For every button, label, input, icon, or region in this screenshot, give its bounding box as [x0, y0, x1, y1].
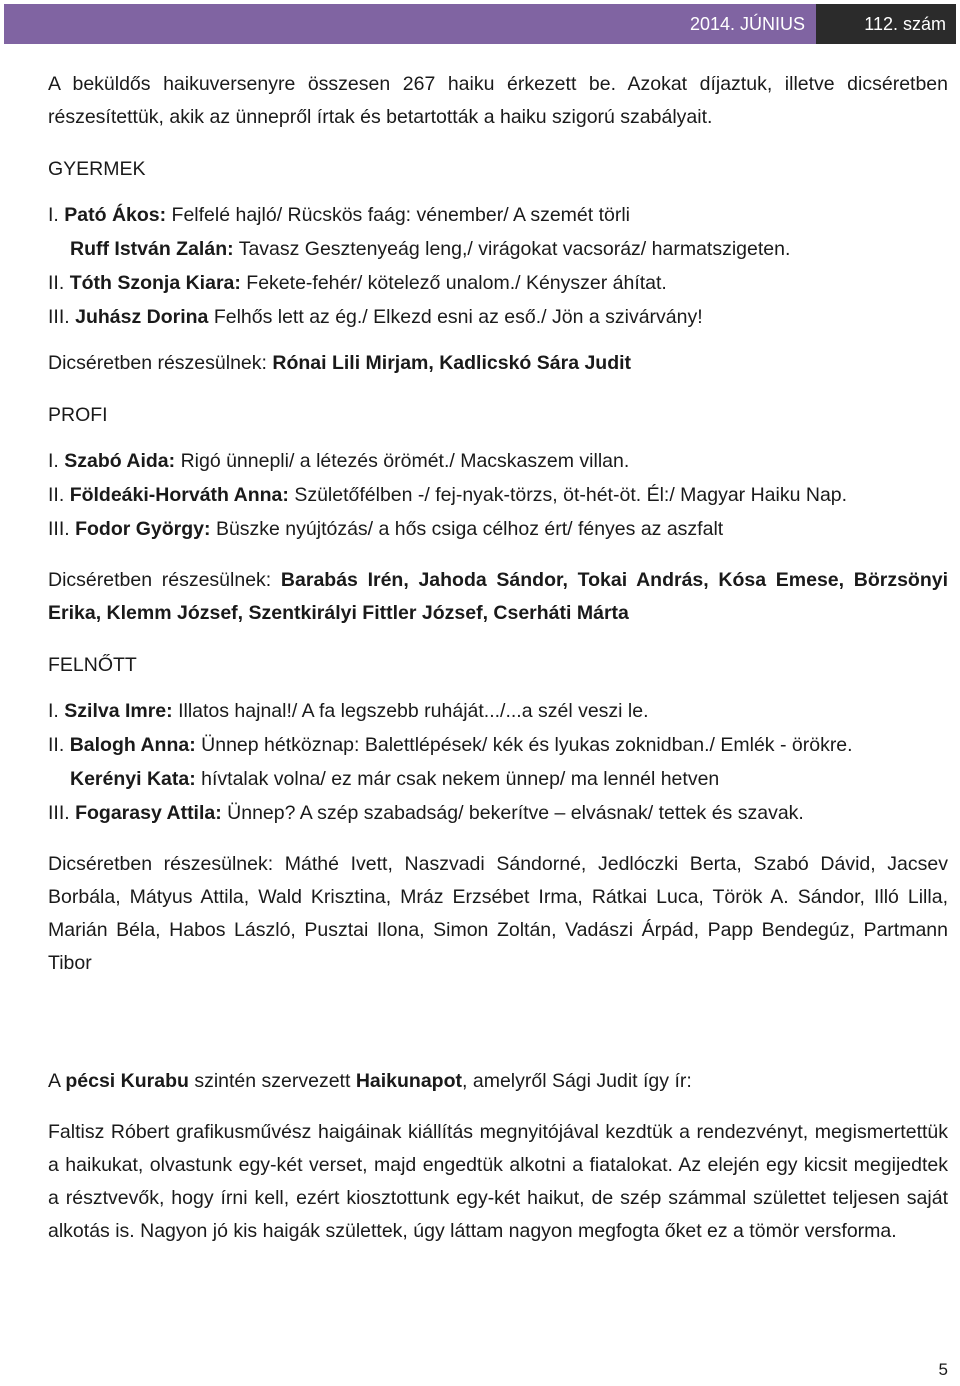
author-name: Juhász Dorina	[75, 306, 209, 328]
author-name: Fodor György:	[75, 518, 211, 540]
intro-paragraph: A beküldős haikuversenyre összesen 267 haiku érkezett be. Azokat díjaztuk, illetve dicséretben részesítettük, akik az ünnepről írtak és betartották a haiku szigorú szabályait.	[48, 73, 948, 128]
praise-names: Rónai Lili Mirjam, Kadlicskó Sára Judit	[272, 352, 632, 374]
closing-paragraph: Faltisz Róbert grafikusművész haigáinak kiállítás megnyitójával kezdtük a rendezvényt, megismertettük a haikukat, olvastunk egy-két verset, majd engedtük alkotni a fiatalokat. Az elején egy kicsit megijedtek a résztvevők, hogy írni kell, ezért kiosztottunk egy-két haikut, de szép számmal születtet teljesen saját alkotás is. Nagyon jó kis haigák születtek, úgy láttam nagyon megfogta őket ez a tömör versforma.	[48, 1121, 948, 1242]
rank: II.	[48, 734, 65, 756]
author-name: Pató Ákos:	[64, 204, 167, 226]
haiku-text: Ünnep hétköznap: Balettlépések/ kék és lyukas zoknidban./ Emlék - örökre.	[201, 734, 853, 756]
haiku-text: Születőfélben -/ fej-nyak-törzs, öt-hét-öt. Él:/ Magyar Haiku Nap.	[294, 484, 848, 506]
gyermek-entry-3	[48, 266, 948, 300]
profi-entry-1	[48, 444, 948, 478]
haiku-text: Fekete-fehér/ kötelező unalom./ Kényszer áhítat.	[246, 272, 667, 294]
gyermek-entry-1	[48, 198, 948, 232]
header-issue: 112. szám	[816, 4, 956, 44]
felnott-entry-3	[48, 762, 948, 796]
haiku-text: Büszke nyújtózás/ a hős csiga célhoz ért/ fényes az aszfalt	[215, 518, 724, 540]
author-name: Szilva Imre:	[64, 700, 173, 722]
heading-felnott: FELNŐTT	[48, 654, 137, 676]
kurabu-mid: szintén szervezett	[194, 1070, 351, 1092]
rank: III.	[48, 306, 70, 328]
author-name: Fogarasy Attila:	[75, 802, 222, 824]
author-name: Tóth Szonja Kiara:	[69, 272, 241, 294]
rank: I.	[48, 450, 59, 472]
felnott-entry-4	[48, 796, 948, 830]
praise-names: Barabás Irén, Jahoda Sándor, Tokai András, Kósa Emese, Börzsönyi Erika, Klemm József, Szentkirályi Fittler József, Cserháti Márta	[48, 569, 949, 624]
haiku-text: Ünnep? A szép szabadság/ bekerítve – elvásnak/ tettek és szavak.	[227, 802, 804, 824]
haiku-text: Rigó ünnepli/ a létezés örömét./ Macskaszem villan.	[180, 450, 630, 472]
author-name: Szabó Aida:	[64, 450, 176, 472]
haiku-text: hívtalak volna/ ez már csak nekem ünnep/ ma lennél hetven	[201, 768, 720, 790]
praise-label: Dicséretben részesülnek:	[48, 569, 272, 591]
kurabu-pre: A	[48, 1070, 60, 1092]
felnott-praise: Dicséretben részesülnek: Máthé Ivett, Naszvadi Sándorné, Jedlóczki Berta, Szabó Dávid, Jacsev Borbála, Mátyus Attila, Wald Krisztina, Mráz Erzsébet Irma, Rátkai Luca, Török A. Sándor, Illó Lilla, Marián Béla, Habos László, Pusztai Ilona, Simon Zoltán, Vadászi Árpád, Papp Bendegúz, Partmann Tibor	[48, 853, 948, 974]
profi-entry-3	[48, 512, 948, 546]
rank: III.	[48, 802, 70, 824]
haiku-text: Tavasz Gesztenyeág leng,/ virágokat vacsoráz/ harmatszigeten.	[238, 238, 791, 260]
author-name: Balogh Anna:	[69, 734, 196, 756]
rank: II.	[48, 484, 65, 506]
page-number: 5	[938, 1360, 948, 1379]
rank: I.	[48, 204, 59, 226]
kurabu-org: pécsi Kurabu	[65, 1070, 189, 1092]
haiku-text: Felfelé hajló/ Rücskös faág: vénember/ A szemét törli	[171, 204, 631, 226]
rank: I.	[48, 700, 59, 722]
page-content	[48, 68, 948, 1248]
haiku-text: Illatos hajnal!/ A fa legszebb ruháját.../...a szél veszi le.	[178, 700, 649, 722]
kurabu-post: , amelyről Sági Judit így ír:	[462, 1070, 692, 1092]
rank: II.	[48, 272, 65, 294]
header-date: 2014. JÚNIUS	[4, 4, 816, 44]
page-header	[4, 4, 956, 44]
profi-entry-2	[48, 478, 948, 512]
gyermek-praise	[48, 346, 948, 380]
haiku-text: Felhős lett az ég./ Elkezd esni az eső./ Jön a szivárvány!	[213, 306, 703, 328]
rank: III.	[48, 518, 70, 540]
author-name: Ruff István Zalán:	[70, 238, 234, 260]
praise-label: Dicséretben részesülnek:	[48, 352, 267, 374]
kurabu-paragraph	[48, 1064, 948, 1098]
author-name: Kerényi Kata:	[70, 768, 196, 790]
felnott-entry-1	[48, 694, 948, 728]
gyermek-entry-2	[48, 232, 948, 266]
heading-profi: PROFI	[48, 404, 108, 426]
heading-gyermek: GYERMEK	[48, 158, 146, 180]
gyermek-entry-4	[48, 300, 948, 334]
felnott-entry-2	[48, 728, 948, 762]
profi-praise	[48, 564, 948, 630]
author-name: Földeáki-Horváth Anna:	[69, 484, 289, 506]
kurabu-event: Haikunapot	[355, 1070, 463, 1092]
